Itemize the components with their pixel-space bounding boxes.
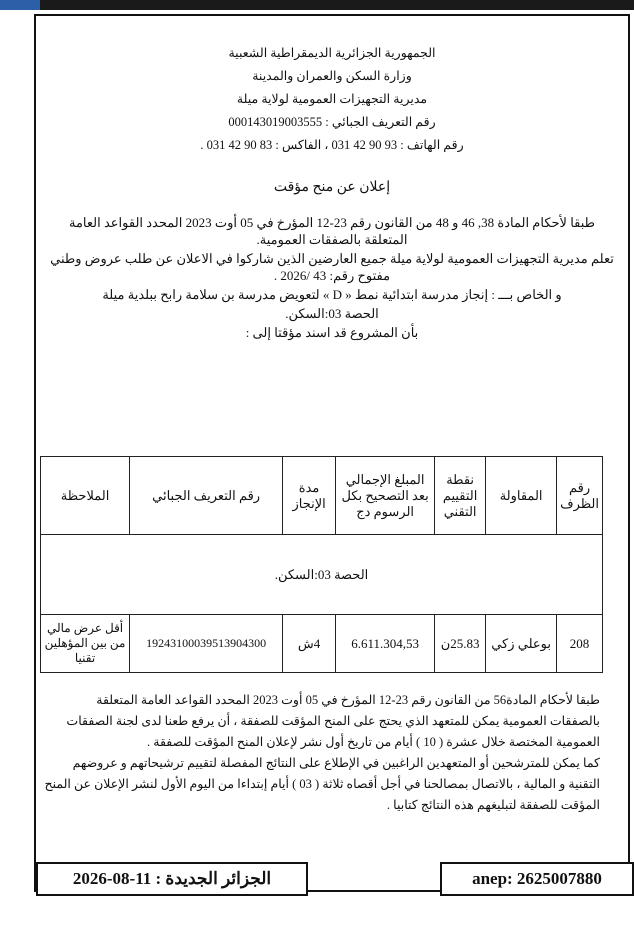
intro-p1: طبقا لأحكام المادة 38, 46 و 48 من القانون رقم 23-12 المؤرخ في 05 أوت 2023 المحدد القواعد العامة المتعلقة بالصفقات العمومية. [68,215,596,247]
header-contractor: المقاولة [486,457,557,535]
intro-p5: بأن المشروع قد اسند مؤقتا إلى : [245,325,419,340]
header-envelope-number: رقم الظرف [557,457,603,535]
anep-box [440,862,634,896]
top-strip-accent [0,0,40,10]
intro-paragraph [46,214,618,341]
header-line-5: رقم الهاتف : 93 90 42 031 ، الفاكس : 83 90 42 031 . [200,138,464,152]
table-row [41,615,603,673]
intro-p2: تعلم مديرية التجهيزات العمومية لولاية ميلة جميع العارضين الذين شاركوا في الاعلان عن طلب عروض وطني مفتوح رقم: 43 /2026 . [50,251,614,283]
header-technical-score: نقطة التقييم التقني [435,457,486,535]
table-header-row [41,457,603,535]
header-line-4: رقم التعريف الجبائي : 000143019003555 [228,115,436,129]
header-duration: مدة الإنجاز [283,457,336,535]
header-line-2: وزارة السكن والعمران والمدينة [252,69,412,83]
closing-p1: طبقا لأحكام المادة56 من القانون رقم 23-12 المؤرخ في 05 أوت 2023 المحدد القواعد العامة المتعلقة بالصفقات العمومية يمكن للمتعهد الذي يحتج على المنح المؤقت للصفقة ، أن يرفع طعنا لدى لجنة الصفقات العمومية المختصة خلال عشرة ( 10 ) أيام من تاريخ أول نشر لإعلان المنح المؤقت للصفقة . [66,693,600,749]
cell-tax-id: 192431000395139043​00 [130,615,283,673]
cell-technical-score: 25.83ن [435,615,486,673]
lot-row [41,535,603,615]
closing-paragraph [44,690,600,816]
cell-remark: أقل عرض مالي من بين المؤهلين تقنيا [41,615,130,673]
anep-number: anep: 2625007880 [472,869,602,888]
cell-envelope-number: 208 [557,615,603,673]
closing-p2: كما يمكن للمترشحين أو المتعهدين الراغبين في الإطلاع على النتائج المفصلة لتقييم ترشيحاتهم و عروضهم التقنية و المالية ، بالاتصال بمصالحنا في أجل أقصاه ثلاثة ( 03 ) أيام إبتداءا من اليوم الأول لنشر الإعلان عن المنح المؤقت للصفقة لتبليغهم هذه النتائج كتابيا . [44,756,600,812]
intro-p4: الحصة 03:السكن. [285,306,379,321]
lot-cell: الحصة 03:السكن. [41,535,603,615]
header-line-3: مديرية التجهيزات العمومية لولاية ميلة [236,92,428,106]
award-table-wrap [40,456,603,673]
announcement-content [36,16,628,343]
award-table [40,456,603,673]
cell-duration: 4ش [283,615,336,673]
issuer-header [36,42,628,157]
top-strip [0,0,634,10]
cell-total-amount: 6.611.304,53 [336,615,435,673]
announcement-title: إعلان عن منح مؤقت [273,180,391,195]
intro-p3: و الخاص بـــ : إنجاز مدرسة ابتدائية نمط « D » لتعويض مدرسة بن سلامة رابح ببلدية ميلة [102,287,562,302]
header-line-1: الجمهورية الجزائرية الديمقراطية الشعبية [228,46,436,60]
cell-contractor: بوعلي زكي [486,615,557,673]
header-total-amount: المبلغ الإجمالي بعد التصحيح بكل الرسوم دج [336,457,435,535]
newspaper-date-box [36,862,308,896]
header-tax-id: رقم التعريف الجبائي [130,457,283,535]
newspaper-date: الجزائر الجديدة : 11-08-2026 [72,869,272,888]
header-remark: الملاحظة [41,457,130,535]
